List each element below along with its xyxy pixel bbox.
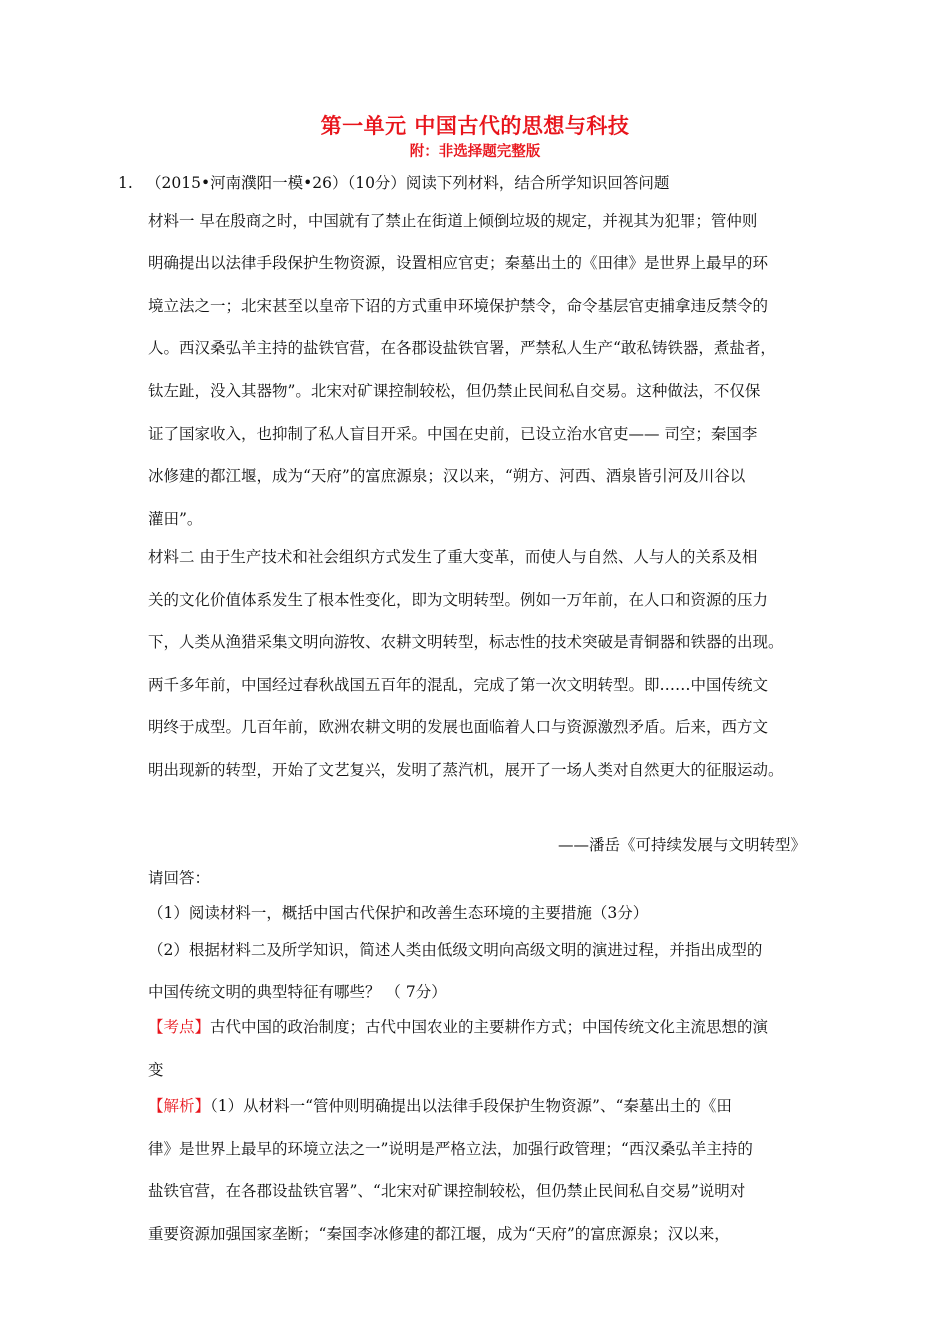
material1-line: 冰修建的都江堰，成为“天府”的富庶源泉；汉以来，“朔方、河西、酒泉皆引河及川谷以 [148, 467, 746, 485]
answer-prompt: 请回答： [148, 869, 211, 887]
jiexi-line [148, 1096, 828, 1116]
material1-line: 明确提出以法律手段保护生物资源，设置相应官吏；秦墓出土的《田律》是世界上最早的环 [148, 254, 769, 272]
sub-question-2-line: 中国传统文明的典型特征有哪些？ （ 7分） [148, 983, 447, 1001]
sub-question-2-line: （2）根据材料二及所学知识，简述人类由低级文明向高级文明的演进过程，并指出成型的 [148, 941, 763, 959]
question-number: 1. [118, 174, 133, 192]
question-intro: （2015•河南濮阳一模•26）（10分）阅读下列材料，结合所学知识回答问题 [146, 174, 670, 192]
material1-line: 证了国家收入，也抑制了私人盲目开采。中国在史前，已设立治水官吏—— 司空；秦国李 [148, 425, 758, 443]
material1-line: 灌田”。 [148, 510, 203, 528]
material2-line: 下，人类从渔猎采集文明向游牧、农耕文明转型，标志性的技术突破是青铜器和铁器的出现。 [148, 633, 784, 651]
material1-line: 人。西汉桑弘羊主持的盐铁官营，在各郡设盐铁官署，严禁私人生产“敢私铸铁器，煮盐者， [148, 339, 776, 357]
material1-line: 钛左趾，没入其器物”。北宋对矿课控制较松，但仍禁止民间私自交易。这种做法，不仅保 [148, 382, 761, 400]
material2-line: 明终于成型。几百年前，欧洲农耕文明的发展也面临着人口与资源激烈矛盾。后来，西方文 [148, 718, 769, 736]
jiexi-tag: 【解析】 [148, 1097, 211, 1115]
jiexi-line: 盐铁官营，在各郡设盐铁官署”、“北宋对矿课控制较松，但仍禁止民间私自交易”说明对 [148, 1182, 746, 1200]
page-subtitle: 附：非选择题完整版 [409, 144, 541, 160]
jiexi-text: （1）从材料一“管仲则明确提出以法律手段保护生物资源”、“秦墓出土的《田 [210, 1097, 732, 1115]
material1-line: 境立法之一；北宋甚至以皇帝下诏的方式重申环境保护禁令，命令基层官吏捕拿违反禁令的 [148, 297, 769, 315]
page-title: 第一单元 中国古代的思想与科技 [320, 114, 630, 138]
material2-line: 关的文化价值体系发生了根本性变化，即为文明转型。例如一万年前，在人口和资源的压力 [148, 591, 769, 609]
jiexi-line: 重要资源加强国家垄断；“秦国李冰修建的都江堰，成为“天府”的富庶源泉；汉以来， [148, 1225, 730, 1243]
kaodian-text: 古代中国的政治制度；古代中国农业的主要耕作方式；中国传统文化主流思想的演 [210, 1018, 769, 1036]
material2-line: 两千多年前，中国经过春秋战国五百年的混乱，完成了第一次文明转型。即……中国传统文 [148, 676, 769, 694]
material2-line: 材料二 由于生产技术和社会组织方式发生了重大变革，而使人与自然、人与人的关系及相 [148, 548, 758, 566]
kaodian-tag: 【考点】 [148, 1018, 211, 1036]
jiexi-line: 律》是世界上最早的环境立法之一”说明是严格立法，加强行政管理；“西汉桑弘羊主持的 [148, 1140, 753, 1158]
material2-source: ——潘岳《可持续发展与文明转型》 [557, 836, 806, 854]
kaodian-line-2: 变 [148, 1061, 164, 1079]
material2-line: 明出现新的转型，开始了文艺复兴，发明了蒸汽机，展开了一场人类对自然更大的征服运动。 [148, 761, 784, 779]
sub-question-1: （1）阅读材料一，概括中国古代保护和改善生态环境的主要措施（3分） [148, 904, 649, 922]
material1-line: 材料一 早在殷商之时，中国就有了禁止在街道上倾倒垃圾的规定，并视其为犯罪；管仲则 [148, 212, 758, 230]
kaodian-line [148, 1017, 828, 1037]
